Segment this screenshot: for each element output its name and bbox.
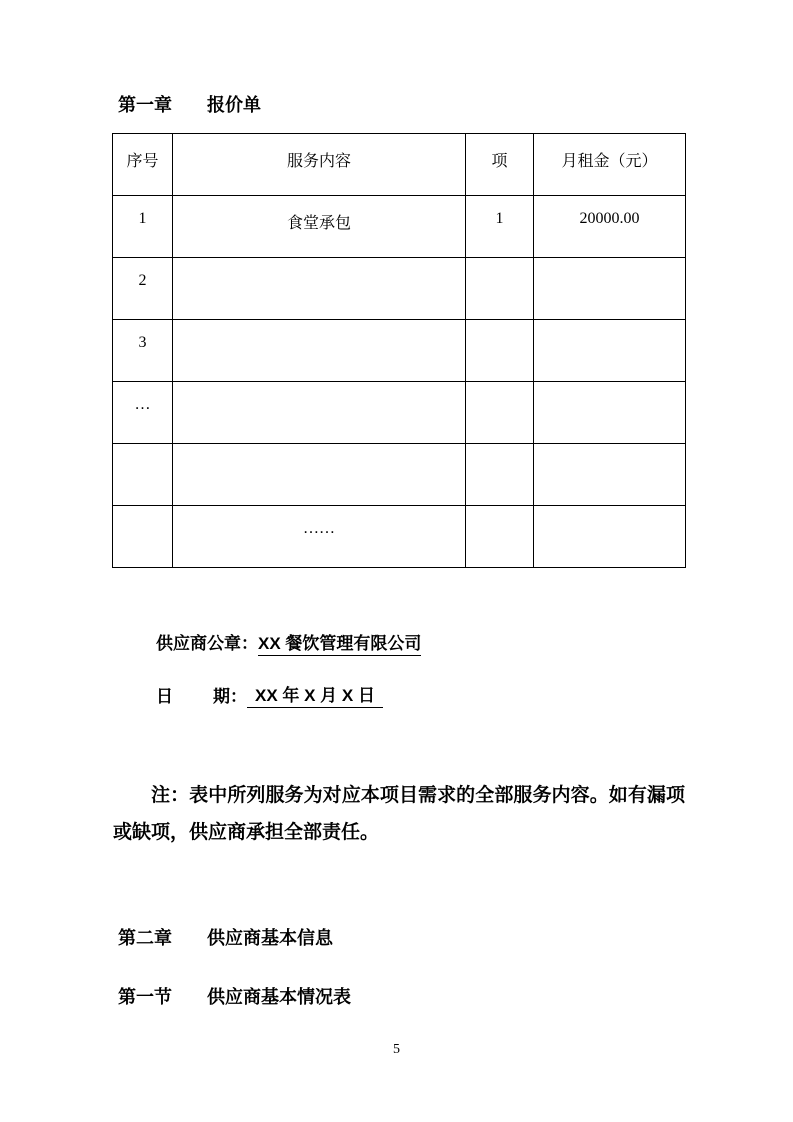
page-number: 5 [393,1042,400,1057]
table-cell [534,258,686,320]
table-cell: 2 [113,258,173,320]
table-cell: 食堂承包 [173,196,466,258]
table-cell: 1 [113,196,173,258]
header-cell-unit: 项 [466,134,534,196]
table-cell [534,320,686,382]
table-cell [466,320,534,382]
section1-heading [118,986,351,1008]
table-cell: 3 [113,320,173,382]
table-cell: … [113,382,173,444]
date-line [156,685,383,707]
date-label-left: 日 [156,687,173,706]
chapter2-heading [118,927,333,949]
table-cell [466,258,534,320]
table-row [113,382,686,444]
table-cell [113,444,173,506]
chapter1-heading [118,94,261,116]
chapter1-title: 报价单 [207,95,262,115]
table-cell [173,320,466,382]
table-cell [173,258,466,320]
note-text: 注：表中所列服务为对应本项目需求的全部服务内容。如有漏项或缺项，供应商承担全部责任。 [113,785,685,843]
chapter1-label: 第一章 [118,95,172,115]
section1-title: 供应商基本情况表 [207,987,352,1007]
date-label [156,686,247,707]
table-header-row [113,134,686,196]
chapter2-label: 第二章 [118,928,172,948]
table-cell: 20000.00 [534,196,686,258]
table-cell [534,506,686,568]
table-cell [113,506,173,568]
table-cell [466,444,534,506]
table-cell [466,506,534,568]
table-row [113,506,686,568]
quotation-table [112,133,686,568]
supplier-seal-line [156,633,421,654]
table-cell [173,444,466,506]
date-label-right: 期： [213,687,247,706]
seal-label: 供应商公章： [156,634,258,653]
seal-value: XX 餐饮管理有限公司 [258,634,421,656]
section1-label: 第一节 [118,987,172,1007]
header-cell-index: 序号 [113,134,173,196]
table-row [113,196,686,258]
table-cell: 1 [466,196,534,258]
table-cell [534,444,686,506]
table-cell: …… [173,506,466,568]
table-row [113,258,686,320]
table-row [113,444,686,506]
table-row [113,320,686,382]
date-value: XX 年 X 月 X 日 [247,686,383,708]
header-cell-service: 服务内容 [173,134,466,196]
table-cell [466,382,534,444]
table-cell [173,382,466,444]
chapter2-title: 供应商基本信息 [207,928,334,948]
table-cell [534,382,686,444]
header-cell-rent: 月租金（元） [534,134,686,196]
